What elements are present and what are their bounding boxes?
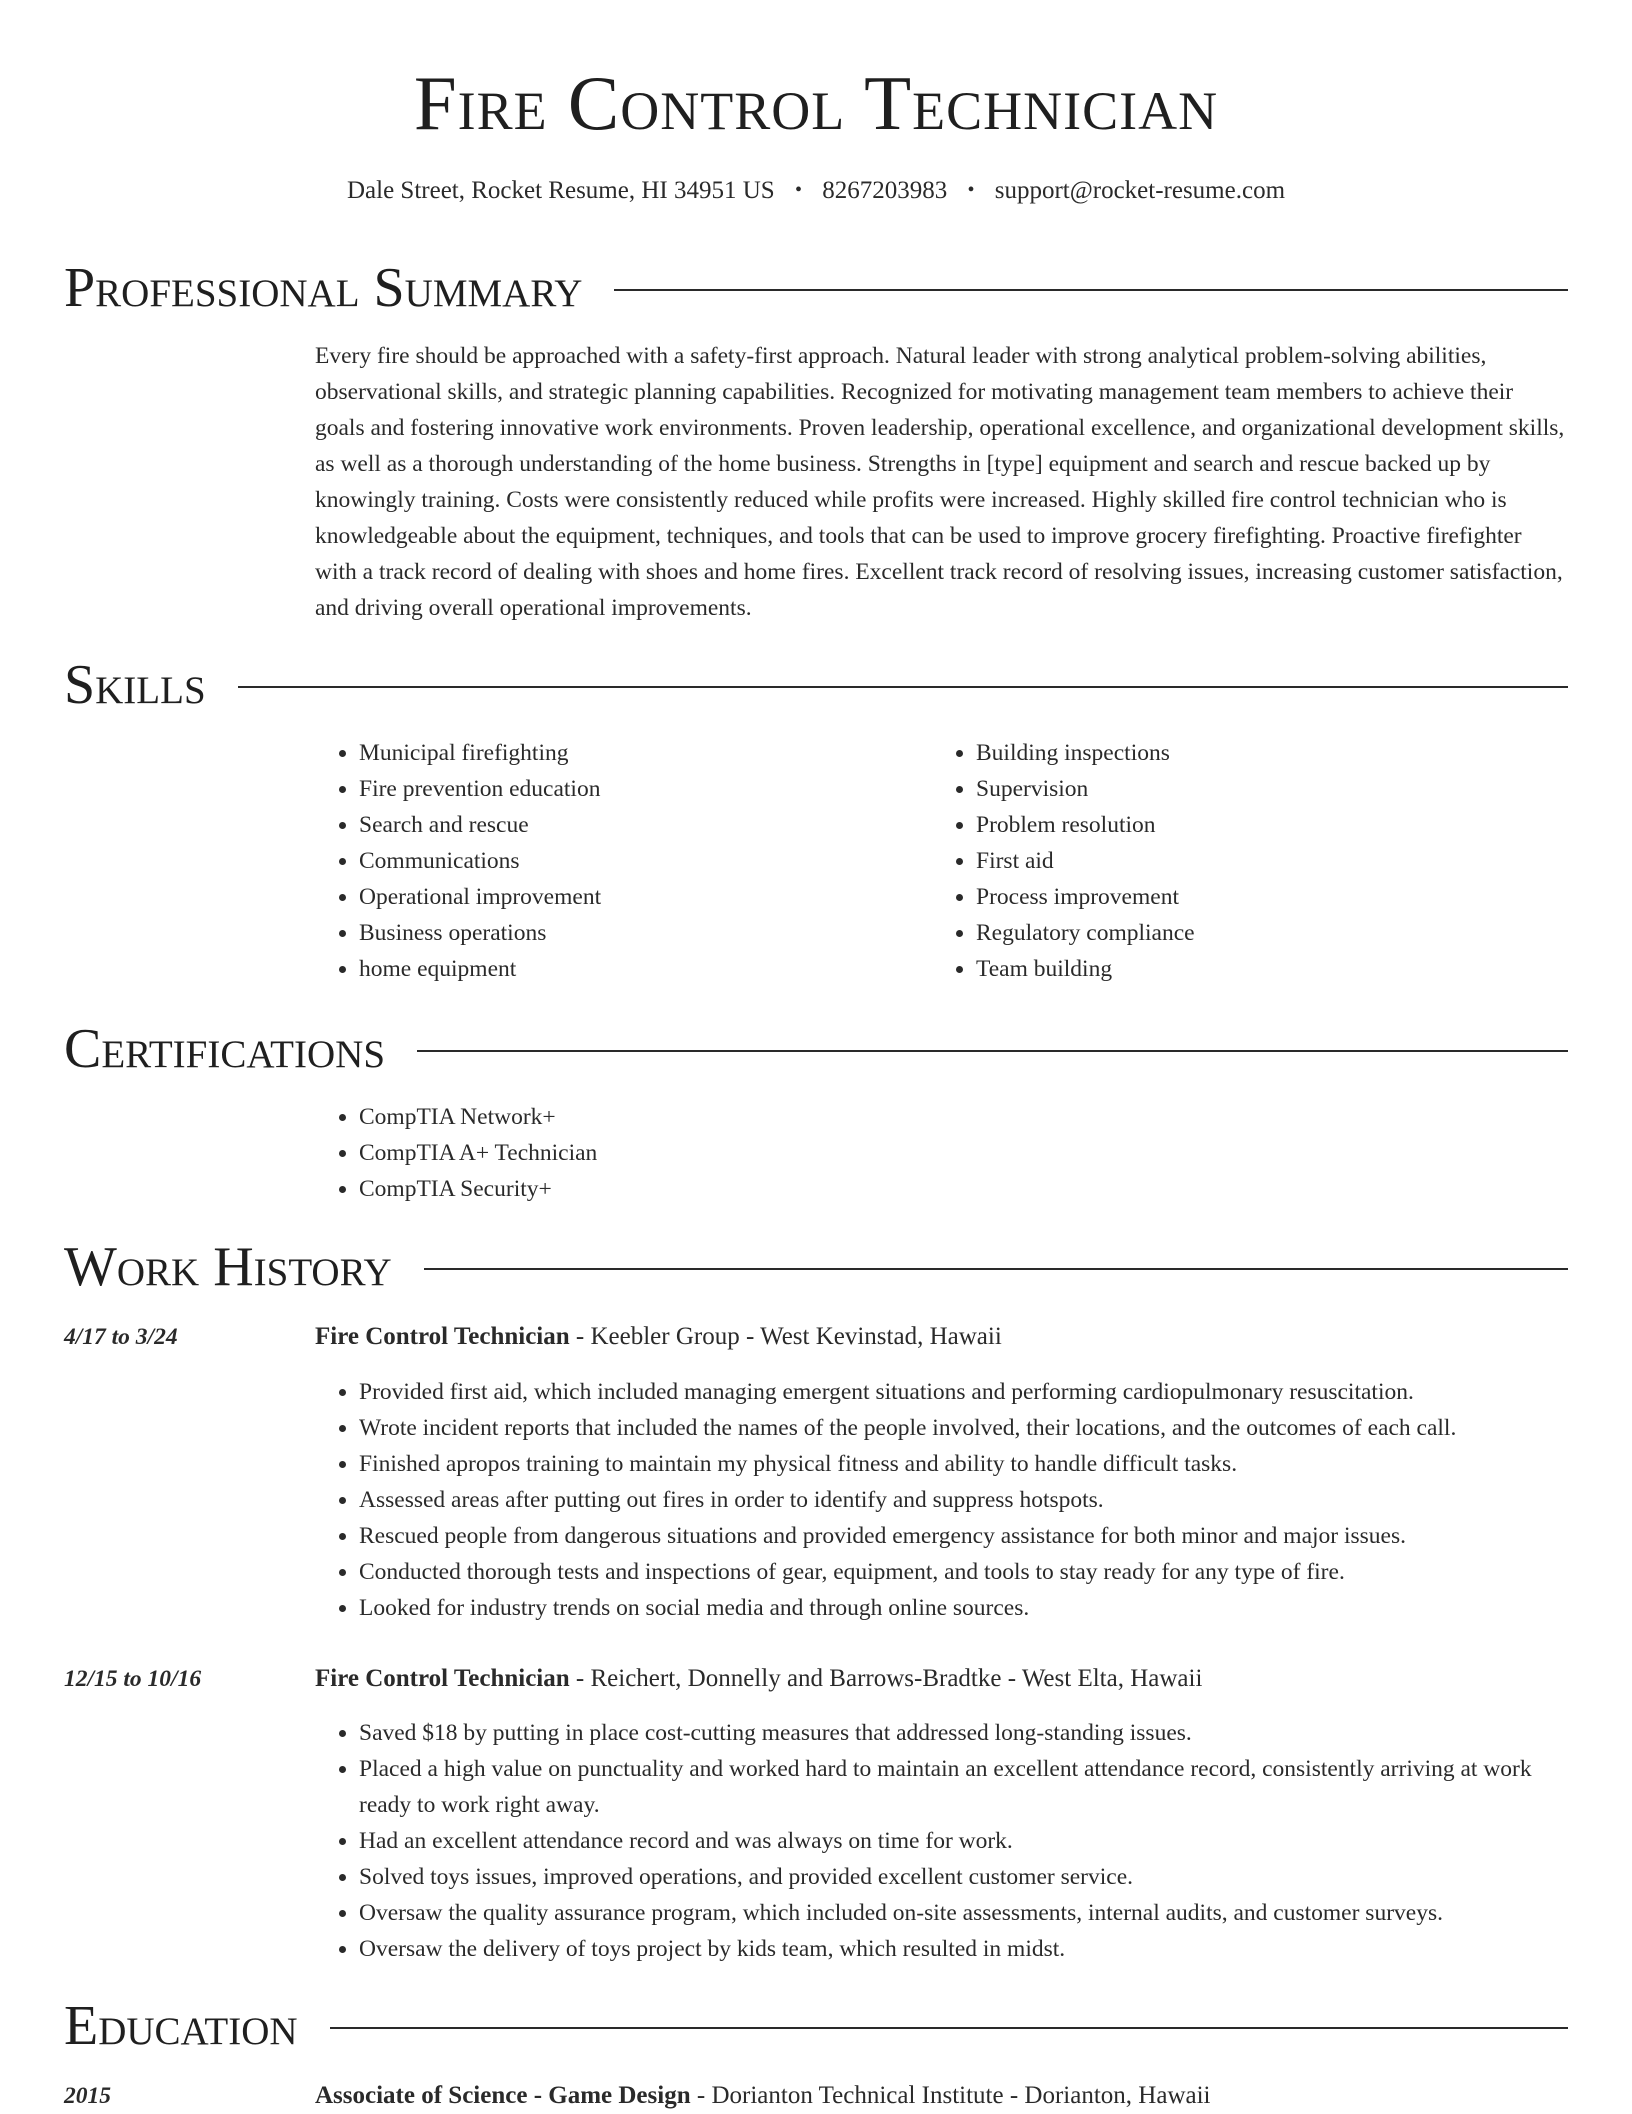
section-divider	[614, 289, 1568, 291]
contact-separator: •	[967, 179, 975, 201]
skills-column-right	[932, 735, 1532, 987]
summary-text: Every fire should be approached with a safety-first approach. Natural leader with strong analytical problem-solving abilities, observational skills, and strategic planning capabilities. Recognized for motivating management team members to achieve their goals and fostering innovative work environments. Proven leadership, operational excellence, and organizational development skills, as well as a thorough understanding of the home business. Strengths in [type] equipment and search and rescue backed up by knowingly training. Costs were consistently reduced while profits were increased. Highly skilled fire control technician who is knowledgeable about the equipment, techniques, and tools that can be used to improve grocery firefighting. Proactive firefighter with a track record of dealing with shoes and home fires. Excellent track record of resolving issues, increasing customer satisfaction, and driving overall operational improvements.	[315, 343, 1565, 621]
contact-address: Dale Street, Rocket Resume, HI 34951 US	[346, 177, 775, 204]
section-summary-heading	[64, 255, 1568, 321]
job-bullet: • Conducted thorough tests and inspections of gear, equipment, and tools to stay ready for any type of fire.	[359, 1554, 1568, 1590]
skill-item: • Communications	[359, 843, 915, 879]
job-bullet: • Oversaw the quality assurance program, which included on-site assessments, internal audits, and customer surveys.	[359, 1895, 1568, 1931]
certification-item: • CompTIA Security+	[359, 1171, 1515, 1207]
certifications-list	[315, 1099, 1515, 1207]
job-bullet-list	[315, 1374, 1568, 1626]
job-bullet-list	[315, 1715, 1568, 1967]
section-divider	[330, 2027, 1568, 2029]
section-title: Skills	[64, 654, 206, 716]
job-bullet: • Saved $18 by putting in place cost-cutting measures that addressed long-standing issues.	[359, 1715, 1568, 1751]
section-title: Education	[64, 1995, 298, 2057]
job-bullet: • Assessed areas after putting out fires in order to identify and suppress hotspots.	[359, 1482, 1568, 1518]
education-degree: Associate of Science - Game Design	[315, 2082, 691, 2109]
skill-item: • Building inspections	[976, 735, 1532, 771]
certification-item: • CompTIA A+ Technician	[359, 1135, 1515, 1171]
job-bullet: • Wrote incident reports that included the names of the people involved, their locations, and the outcomes of each call.	[359, 1410, 1568, 1446]
certification-item: • CompTIA Network+	[359, 1099, 1515, 1135]
education-details: - Dorianton Technical Institute - Dorianton, Hawaii	[690, 2082, 1211, 2109]
contact-line	[0, 174, 1632, 209]
job-heading	[315, 1319, 1568, 1355]
job-heading	[315, 1661, 1568, 1697]
job-bullet: • Oversaw the delivery of toys project by kids team, which resulted in midst.	[359, 1931, 1568, 1967]
section-skills-heading	[64, 652, 1568, 718]
section-work-heading	[64, 1234, 1568, 1300]
skills-list	[315, 735, 915, 987]
skill-item: • Search and rescue	[359, 807, 915, 843]
skill-item: • Team building	[976, 951, 1532, 987]
section-title: Work History	[64, 1236, 392, 1298]
skill-item: • Supervision	[976, 771, 1532, 807]
job-responsibilities	[315, 1374, 1568, 1626]
skills-column-left	[315, 735, 915, 987]
job-bullet: • Had an excellent attendance record and was always on time for work.	[359, 1823, 1568, 1859]
job-bullet: • Provided first aid, which included managing emergent situations and performing cardiopulmonary resuscitation.	[359, 1374, 1568, 1410]
section-divider	[424, 1268, 1568, 1270]
job-details: - Keebler Group - West Kevinstad, Hawaii	[569, 1323, 1002, 1350]
job-bullet: • Placed a high value on punctuality and worked hard to maintain an excellent attendance record, consistently arriving at work ready to work right away.	[359, 1751, 1568, 1823]
skill-item: • Operational improvement	[359, 879, 915, 915]
skill-item: • home equipment	[359, 951, 915, 987]
skill-item: • Process improvement	[976, 879, 1532, 915]
section-title: Certifications	[64, 1018, 386, 1080]
skill-item: • Municipal firefighting	[359, 735, 915, 771]
section-divider	[417, 1050, 1568, 1052]
section-title: Professional Summary	[64, 257, 583, 319]
job-bullet: • Looked for industry trends on social media and through online sources.	[359, 1590, 1568, 1626]
job-responsibilities	[315, 1715, 1568, 1967]
skill-item: • Business operations	[359, 915, 915, 951]
skill-item: • Fire prevention education	[359, 771, 915, 807]
education-year: 2015	[64, 2083, 111, 2109]
job-bullet: • Solved toys issues, improved operations, and provided excellent customer service.	[359, 1859, 1568, 1895]
job-dates: 4/17 to 3/24	[64, 1324, 178, 1350]
job-bullet: • Finished apropos training to maintain my physical fitness and ability to handle difficult tasks.	[359, 1446, 1568, 1482]
job-title: Fire Control Technician	[315, 1323, 570, 1350]
skill-item: • Regulatory compliance	[976, 915, 1532, 951]
job-title: Fire Control Technician	[315, 1665, 570, 1692]
contact-phone: 8267203983	[822, 177, 948, 204]
skill-item: • First aid	[976, 843, 1532, 879]
job-dates: 12/15 to 10/16	[64, 1666, 202, 1692]
contact-email: support@rocket-resume.com	[994, 177, 1286, 204]
job-bullet: • Rescued people from dangerous situations and provided emergency assistance for both minor and major issues.	[359, 1518, 1568, 1554]
section-divider	[238, 686, 1568, 688]
education-heading	[315, 2078, 1568, 2114]
skills-list	[932, 735, 1532, 987]
section-education-heading	[64, 1993, 1568, 2059]
section-certifications-heading	[64, 1016, 1568, 1082]
candidate-name: Fire Control Technician	[413, 60, 1219, 146]
certifications-block	[315, 1099, 1515, 1207]
skill-item: • Problem resolution	[976, 807, 1532, 843]
contact-separator: •	[794, 179, 802, 201]
job-details: - Reichert, Donnelly and Barrows-Bradtke - West Elta, Hawaii	[569, 1665, 1203, 1692]
